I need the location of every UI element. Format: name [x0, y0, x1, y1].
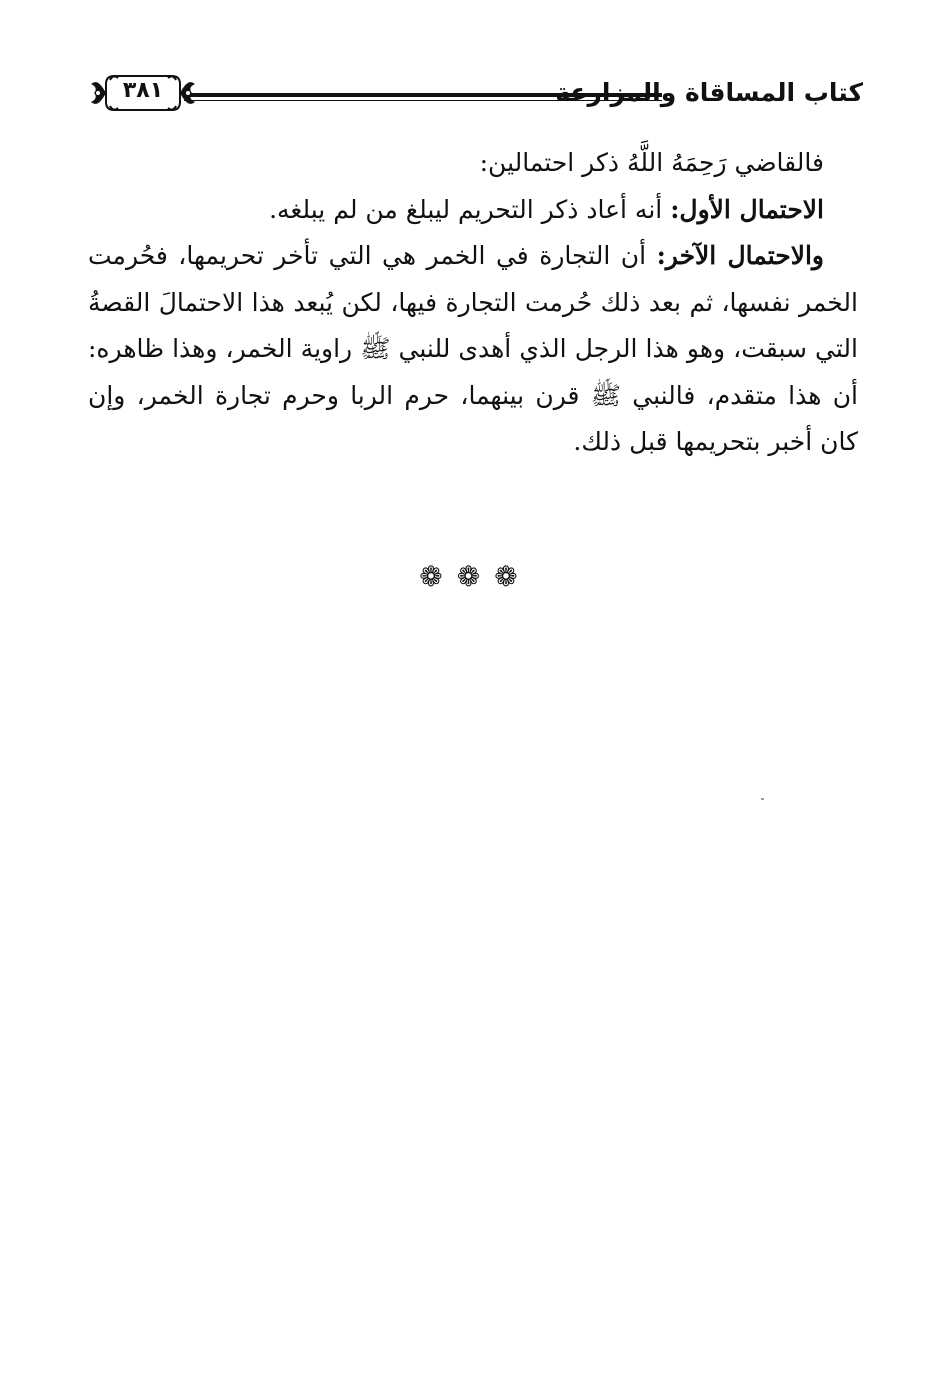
paragraph-intro: فالقاضي رَحِمَهُ اللَّهُ ذكر احتمالين: — [479, 148, 824, 177]
term-first-possibility: الاحتمال الأول: — [670, 194, 824, 224]
text-first-possibility: أنه أعاد ذكر التحريم ليبلغ من لم يبلغه. — [269, 194, 671, 224]
running-header — [88, 64, 863, 124]
text-second-possibility: أن التجارة في الخمر هي التي تأخر تحريمها، فحُرمت الخمر نفسها، ثم بعد ذلك حُرمت التجارة فيها، لكن يُبعد هذا الاحتمالَ القصةُ التي سبقت، وهو هذا الرجل الذي أهدى للنبي ﷺ راوية الخمر، وهذا ظاهره: أن هذا متقدم، فالنبي ﷺ قرن بينهما، حرم الربا وحرم تجارة الخمر، وإن كان أخبر بتحريمها قبل ذلك. — [88, 241, 858, 456]
body-text — [88, 140, 858, 466]
page-number-badge — [88, 68, 198, 118]
term-second-possibility: والاحتمال الآخر: — [656, 241, 824, 270]
paragraph-first-possibility — [88, 187, 858, 234]
paper-speck — [761, 798, 764, 800]
paragraph-second-possibility — [88, 233, 858, 466]
page-number: ٣٨١ — [122, 78, 164, 103]
section-separator-icon: ❁❁❁ — [419, 560, 532, 593]
book-title: كتاب المساقاة والمزارعة — [555, 78, 863, 107]
header-rule — [184, 93, 662, 97]
